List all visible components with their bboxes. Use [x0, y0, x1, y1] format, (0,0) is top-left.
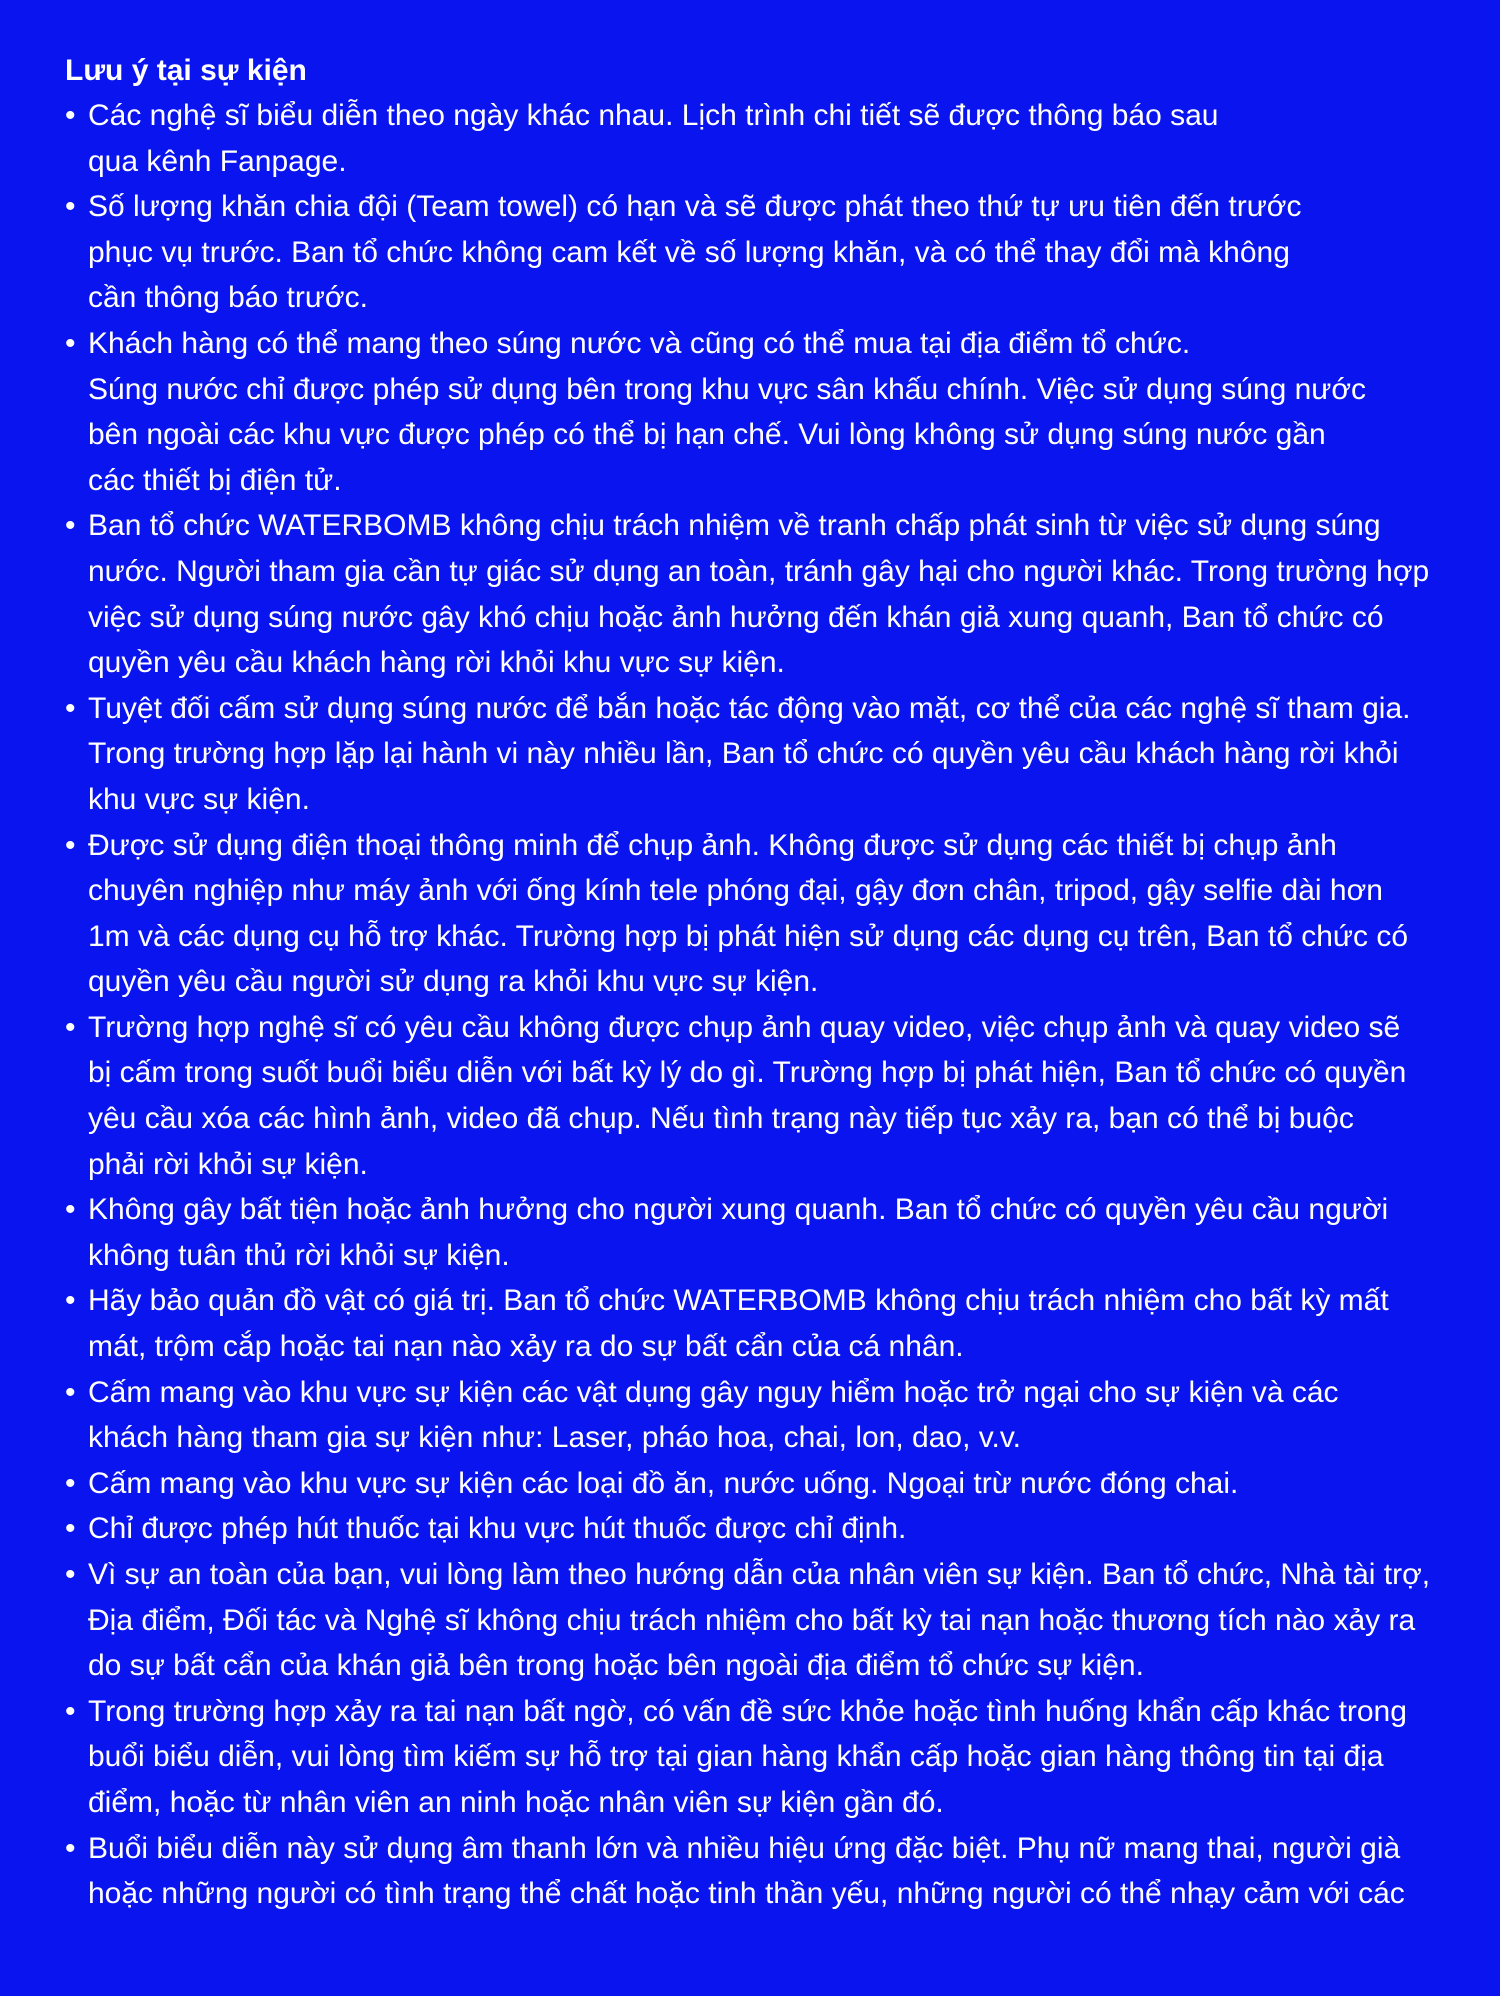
bullet-icon: • [65, 326, 76, 360]
notice-title: Lưu ý tại sự kiện [65, 54, 307, 87]
notice-item-line: Tuyệt đối cấm sử dụng súng nước để bắn hoặc tác động vào mặt, cơ thể của các nghệ sĩ tham gia. [88, 691, 1411, 725]
bullet-icon: • [65, 828, 76, 862]
notice-item-line: các thiết bị điện tử. [88, 463, 342, 497]
notice-item-line: cần thông báo trước. [88, 281, 368, 315]
notice-item-line: điểm, hoặc từ nhân viên an ninh hoặc nhân viên sự kiện gần đó. [88, 1785, 944, 1819]
notice-item-line: Vì sự an toàn của bạn, vui lòng làm theo hướng dẫn của nhân viên sự kiện. Ban tổ chức, Nhà tài trợ, [88, 1558, 1431, 1591]
bullet-icon: • [65, 1694, 76, 1728]
notice-item-line: khu vực sự kiện. [88, 782, 310, 816]
notice-item-line: nước. Người tham gia cần tự giác sử dụng an toàn, tránh gây hại cho người khác. Trong trường hợp [88, 554, 1430, 588]
bullet-icon: • [65, 1558, 76, 1591]
notice-item-line: bị cấm trong suốt buổi biểu diễn với bất kỳ lý do gì. Trường hợp bị phát hiện, Ban tổ chức có quyền [88, 1056, 1407, 1090]
notice-item-line: mát, trộm cắp hoặc tai nạn nào xảy ra do sự bất cẩn của cá nhân. [88, 1330, 964, 1364]
notice-item [65, 823, 1460, 1005]
notice-item [65, 1826, 1460, 1917]
notice-item-line: việc sử dụng súng nước gây khó chịu hoặc ảnh hưởng đến khán giả xung quanh, Ban tổ chức có [88, 600, 1384, 634]
notice-item [65, 1689, 1460, 1826]
notice-item-line: buổi biểu diễn, vui lòng tìm kiếm sự hỗ trợ tại gian hàng khẩn cấp hoặc gian hàng thông tin tại địa [88, 1740, 1384, 1774]
notice-item [65, 1005, 1460, 1187]
notice-item-line: phải rời khỏi sự kiện. [88, 1147, 368, 1181]
notice-item [65, 1370, 1460, 1461]
notice-item-line: qua kênh Fanpage. [88, 144, 347, 178]
notice-item-line: Không gây bất tiện hoặc ảnh hưởng cho người xung quanh. Ban tổ chức có quyền yêu cầu người [88, 1193, 1389, 1227]
notice-item [65, 1552, 1460, 1689]
bullet-icon: • [65, 509, 76, 543]
notice-item [65, 1506, 1460, 1552]
notice-item-line: hoặc những người có tình trạng thể chất hoặc tinh thần yếu, những người có thể nhạy cảm với các [88, 1877, 1405, 1911]
notice-item-line: quyền yêu cầu khách hàng rời khỏi khu vực sự kiện. [88, 646, 785, 680]
notice-item-line: Cấm mang vào khu vực sự kiện các loại đồ ăn, nước uống. Ngoại trừ nước đóng chai. [88, 1466, 1239, 1500]
bullet-icon: • [65, 1831, 76, 1865]
notice-item-line: do sự bất cẩn của khán giả bên trong hoặc bên ngoài địa điểm tổ chức sự kiện. [88, 1649, 1144, 1683]
notice-item-line: Các nghệ sĩ biểu diễn theo ngày khác nhau. Lịch trình chi tiết sẽ được thông báo sau [88, 99, 1219, 132]
bullet-icon: • [65, 1193, 76, 1227]
notice-item-line: Cấm mang vào khu vực sự kiện các vật dụng gây nguy hiểm hoặc trở ngại cho sự kiện và các [88, 1375, 1339, 1409]
bullet-icon: • [65, 1466, 76, 1500]
bullet-icon: • [65, 691, 76, 725]
notice-item-line: Ban tổ chức WATERBOMB không chịu trách nhiệm về tranh chấp phát sinh từ việc sử dụng súng [88, 509, 1381, 543]
notice-item [65, 93, 1460, 184]
notice-item-line: Trong trường hợp lặp lại hành vi này nhiều lần, Ban tổ chức có quyền yêu cầu khách hàng rời khỏi [88, 737, 1399, 771]
bullet-icon: • [65, 99, 76, 132]
notice-list [65, 93, 1460, 1917]
notice-item-line: Được sử dụng điện thoại thông minh để chụp ảnh. Không được sử dụng các thiết bị chụp ảnh [88, 828, 1337, 862]
bullet-icon: • [65, 1010, 76, 1044]
notice-item-line: Trường hợp nghệ sĩ có yêu cầu không được chụp ảnh quay video, việc chụp ảnh và quay video sẽ [88, 1010, 1401, 1044]
notice-item [65, 1278, 1460, 1369]
notice-item-line: không tuân thủ rời khỏi sự kiện. [88, 1238, 510, 1272]
notice-item [65, 321, 1460, 503]
notice-item-line: phục vụ trước. Ban tổ chức không cam kết về số lượng khăn, và có thể thay đổi mà không [88, 235, 1290, 269]
bullet-icon: • [65, 190, 76, 224]
notice-item-line: Buổi biểu diễn này sử dụng âm thanh lớn và nhiều hiệu ứng đặc biệt. Phụ nữ mang thai, người già [88, 1831, 1401, 1865]
notice-item [65, 503, 1460, 685]
notice-item-line: Khách hàng có thể mang theo súng nước và cũng có thể mua tại địa điểm tổ chức. [88, 326, 1191, 360]
notice-item [65, 686, 1460, 823]
bullet-icon: • [65, 1512, 76, 1546]
notice-item-line: bên ngoài các khu vực được phép có thể bị hạn chế. Vui lòng không sử dụng súng nước gần [88, 418, 1326, 452]
notice-item [65, 1187, 1460, 1278]
bullet-icon: • [65, 1284, 76, 1318]
notice-item-line: yêu cầu xóa các hình ảnh, video đã chụp. Nếu tình trạng này tiếp tục xảy ra, bạn có thể bị buộc [88, 1102, 1354, 1136]
notice-item-line: Hãy bảo quản đồ vật có giá trị. Ban tổ chức WATERBOMB không chịu trách nhiệm cho bất kỳ mất [88, 1284, 1389, 1318]
notice-item-line: khách hàng tham gia sự kiện như: Laser, pháo hoa, chai, lon, dao, v.v. [88, 1421, 1021, 1455]
notice-item-line: Địa điểm, Đối tác và Nghệ sĩ không chịu trách nhiệm cho bất kỳ tai nạn hoặc thương tích nào xảy ra [88, 1603, 1416, 1637]
notice-item-line: quyền yêu cầu người sử dụng ra khỏi khu vực sự kiện. [88, 965, 819, 999]
notice-item-line: Số lượng khăn chia đội (Team towel) có hạn và sẽ được phát theo thứ tự ưu tiên đến trước [88, 190, 1302, 224]
notice-item-line: Chỉ được phép hút thuốc tại khu vực hút thuốc được chỉ định. [88, 1512, 907, 1546]
notice-item-line: chuyên nghiệp như máy ảnh với ống kính tele phóng đại, gậy đơn chân, tripod, gậy selfie dài hơn [88, 874, 1383, 908]
notice-item-line: Súng nước chỉ được phép sử dụng bên trong khu vực sân khấu chính. Việc sử dụng súng nước [88, 372, 1367, 406]
bullet-icon: • [65, 1375, 76, 1409]
notice-item [65, 1461, 1460, 1507]
notice-item [65, 184, 1460, 321]
notice-item-line: Trong trường hợp xảy ra tai nạn bất ngờ, có vấn đề sức khỏe hoặc tình huống khẩn cấp khác trong [88, 1694, 1407, 1728]
notice-item-line: 1m và các dụng cụ hỗ trợ khác. Trường hợp bị phát hiện sử dụng các dụng cụ trên, Ban tổ chức có [88, 919, 1408, 953]
